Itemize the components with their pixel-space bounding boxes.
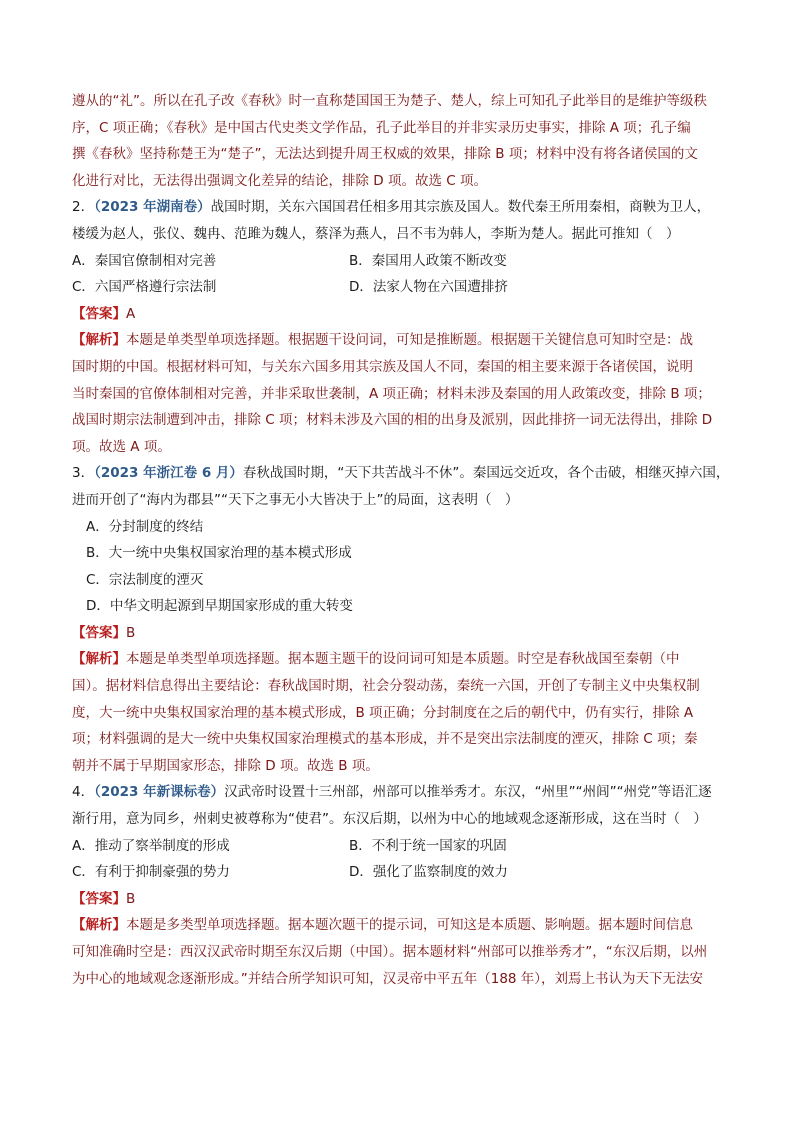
analysis-line	[72, 646, 724, 673]
stem-text: 渐行用，意为同乡，州刺史被尊称为“使君”。东汉后期，以州为中心的地域观念逐渐形成，这在当时（ ）	[72, 811, 707, 828]
analysis-text: 国时期的中国。根据材料可知，与关东六国多用其宗族及国人不同，秦国的相主要来源于各诸侯国，说明	[72, 358, 693, 375]
analysis-text: 度，大一统中央集权国家治理的基本模式形成，B 项正确；分封制度在之后的朝代中，仍有实行，排除 A	[72, 704, 694, 721]
analysis-text: 朝并不属于早期国家形态，排除 D 项。故选 B 项。	[72, 757, 379, 774]
question-stem	[72, 779, 724, 806]
answer-line	[72, 620, 724, 647]
options-row	[72, 859, 724, 886]
answer-line	[72, 301, 724, 328]
option-b: B．不利于统一国家的巩固	[349, 837, 507, 854]
option-a: A．秦国官僚制相对完善	[72, 252, 217, 269]
option-a: A．推动了察举制度的形成	[72, 837, 230, 854]
option-c: C．有利于抑制豪强的势力	[72, 864, 230, 881]
analysis-text: 当时秦国的官僚体制相对完善，并非采取世袭制，A 项正确；材料未涉及秦国的用人政策改变，排除 B 项；	[72, 385, 711, 402]
option-c: C．宗法制度的湮灭	[86, 571, 204, 588]
stem-text: 楼缓为赵人，张仪、魏冉、范雎为魏人，蔡泽为燕人，吕不韦为韩人，李斯为楚人。据此可推知（ ）	[72, 225, 680, 242]
text-line: 撰《春秋》坚持称楚王为“楚子”，无法达到提升周王权威的效果，排除 B 项；材料中没有将各诸侯国的文	[72, 146, 698, 163]
option-d: D．法家人物在六国遭排挤	[349, 279, 508, 296]
answer-value: A	[126, 305, 136, 322]
stem-text: 汉武帝时设置十三州部，州部可以推举秀才。东汉，“州里”“州闾”“州党”等语汇逐	[224, 784, 712, 801]
analysis-text: 本题是多类型单项选择题。据本题次题干的提示词，可知这是本质题、影响题。据本题时间信息	[126, 917, 693, 934]
options-row	[72, 833, 724, 860]
option-d: D．强化了监察制度的效力	[349, 864, 508, 881]
analysis-line	[72, 912, 724, 939]
analysis-text: 战国时期宗法制遭到冲击，排除 C 项；材料未涉及六国的相的出身及派别，因此排挤一词无法得出，排除 D	[72, 412, 713, 429]
question-stem	[72, 460, 730, 487]
analysis-text: 本题是单类型单项选择题。据本题主题干的设问词可知是本质题。时空是春秋战国至秦朝（中	[126, 651, 680, 668]
option-d: D．中华文明起源到早期国家形成的重大转变	[86, 598, 353, 615]
option-b: B．大一统中央集权国家治理的基本模式形成	[86, 545, 352, 562]
analysis-line	[72, 327, 724, 354]
analysis-text: 本题是单类型单项选择题。根据题干设问词，可知是推断题。根据题干关键信息可知时空是：战	[126, 332, 693, 349]
question-number: 2．	[72, 199, 95, 216]
option-a: A．分封制度的终结	[86, 518, 204, 535]
option-b: B．秦国用人政策不断改变	[349, 252, 507, 269]
options-row	[72, 248, 724, 275]
question-4	[72, 779, 724, 992]
question-3	[72, 460, 730, 779]
source-tag: （2023 年湖南卷）	[94, 199, 211, 216]
option-c: C．六国严格遵行宗法制	[72, 279, 217, 296]
analysis-text: 国）。据材料信息得出主要结论：春秋战国时期，社会分裂动荡，秦统一六国，开创了专制主义中央集权制	[72, 678, 700, 695]
options-row	[72, 274, 724, 301]
source-tag: （2023 年浙江卷 6 月）	[94, 465, 243, 482]
source-tag: （2023 年新课标卷）	[94, 784, 225, 801]
answer-line	[72, 886, 724, 913]
answer-value: B	[126, 624, 136, 641]
analysis-text: 项。故选 A 项。	[72, 438, 171, 455]
analysis-text: 为中心的地域观念逐渐形成。”并结合所学知识可知，汉灵帝中平五年（188 年），刘焉上书认为天下无法安	[72, 970, 704, 987]
answer-tag: 【答案】	[72, 624, 126, 641]
stem-text: 进而开创了“海内为郡县”“天下之事无小大皆决于上”的局面，这表明（ ）	[72, 491, 519, 508]
analysis-tag: 【解析】	[72, 332, 126, 349]
question-2	[72, 194, 724, 460]
stem-text: 战国时期，关东六国国君任相多用其宗族及国人。数代秦王所用秦相，商鞅为卫人，	[210, 199, 711, 216]
text-line: 序，C 项正确；《春秋》是中国古代史类文学作品，孔子此举目的并非实录历史事实，排除 A 项；孔子编	[72, 119, 691, 136]
analysis-tag: 【解析】	[72, 917, 126, 934]
question-number: 3．	[72, 465, 95, 482]
question-number: 4．	[72, 784, 95, 801]
analysis-tag: 【解析】	[72, 651, 126, 668]
analysis-text: 项；材料强调的是大一统中央集权国家治理模式的基本形成，并不是突出宗法制度的湮灭，排除 C 项；秦	[72, 731, 698, 748]
answer-tag: 【答案】	[72, 305, 126, 322]
document-page	[72, 88, 730, 992]
text-line: 化进行对比，无法得出强调文化差异的结论，排除 D 项。故选 C 项。	[72, 172, 487, 189]
answer-tag: 【答案】	[72, 890, 126, 907]
intro-paragraph	[72, 88, 724, 194]
question-stem	[72, 194, 724, 221]
text-line: 遵从的“礼”。所以在孔子改《春秋》时一直称楚国国王为楚子、楚人，综上可知孔子此举目的是维护等级秩	[72, 93, 707, 109]
answer-value: B	[126, 890, 136, 907]
analysis-text: 可知准确时空是：西汉汉武帝时期至东汉后期（中国）。据本题材料“州部可以推举秀才”，“东汉后期，以州	[72, 944, 708, 960]
stem-text: 春秋战国时期，“天下共苦战斗不休”。秦国远交近攻，各个击破，相继灭掉六国，	[242, 465, 730, 482]
